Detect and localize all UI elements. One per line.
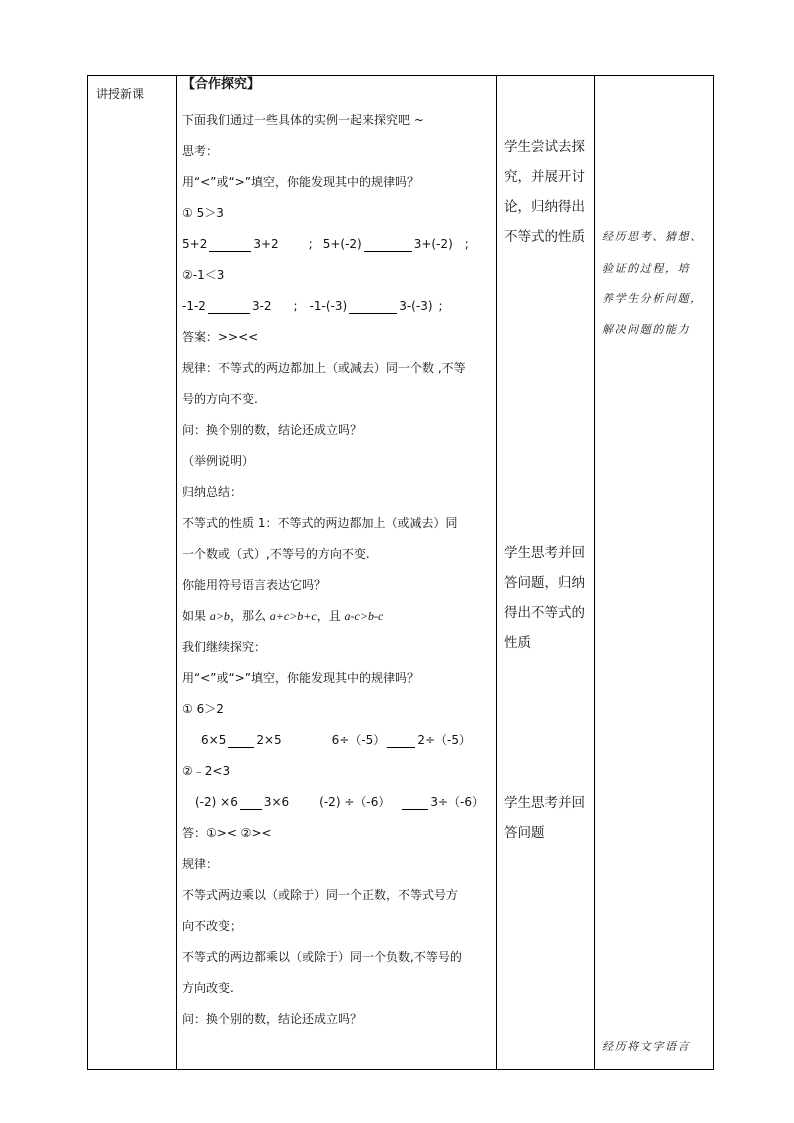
expr: 3÷（-6） <box>430 795 484 809</box>
example-2-head: ②-1＜3 <box>182 268 225 282</box>
rule-2-line-3: 不等式的两边都乘以（或除于）同一个负数,不等号的 <box>182 950 462 964</box>
example-note: （举例说明） <box>182 454 255 468</box>
intent-bottom-line: 经历将文字语言 <box>602 1040 691 1053</box>
expr: 3×6 <box>263 795 290 809</box>
activity-2-line: 学生思考并回 <box>504 545 585 561</box>
think-label: 思考： <box>182 144 219 158</box>
fill-blank <box>209 239 251 252</box>
expr: 6×5 <box>201 733 227 747</box>
activity-3-line: 答问题 <box>504 825 545 841</box>
section-label: 讲授新课 <box>96 87 145 101</box>
math: a+c>b+c <box>269 609 317 623</box>
answer-2: 答：①>< ②>< <box>182 826 272 840</box>
expr: -1-2 <box>182 299 206 313</box>
activity-1-line: 学生尝试去探 <box>504 139 585 155</box>
separator: ; <box>308 237 313 251</box>
fill-blank <box>364 239 412 252</box>
expr: 3-(-3) <box>399 299 433 313</box>
text: ，且 <box>316 609 345 623</box>
expr: 6÷（-5） <box>331 733 386 747</box>
example-3-blanks <box>201 732 471 748</box>
intro-text: 下面我们通过一些具体的实例一起来探究吧 ~ <box>182 113 424 127</box>
separator: ; <box>464 237 469 251</box>
property-1-line-1: 不等式的性质 1：不等式的两边都加上（或减去）同 <box>182 516 458 530</box>
example-4-head: ②﹣2<3 <box>182 764 231 778</box>
math: a-c>b-c <box>344 609 384 623</box>
symbol-expression <box>182 608 383 624</box>
summary-label: 归纳总结： <box>182 485 243 499</box>
rule-2-line-2: 向不改变； <box>182 919 243 933</box>
example-4-blanks <box>195 794 484 810</box>
expr: (-2) ÷（-6） <box>319 795 391 809</box>
math: a>b <box>209 609 230 623</box>
student-activity-cell <box>497 76 595 1070</box>
question-2: 问：换个别的数，结论还成立吗？ <box>182 1012 363 1026</box>
prompt-1: 用“<”或“>”填空，你能发现其中的规律吗？ <box>182 175 419 189</box>
lesson-plan-table <box>87 75 714 1070</box>
activity-1-line: 论，归纳得出 <box>504 199 585 215</box>
question-1: 问：换个别的数，结论还成立吗？ <box>182 423 363 437</box>
design-intent-cell <box>595 76 714 1070</box>
example-1-head: ① 5＞3 <box>182 206 224 220</box>
rule-1-line-1: 规律：不等式的两边都加上（或减去）同一个数 ,不等 <box>182 361 466 375</box>
text: 如果 <box>182 609 210 623</box>
separator: ; <box>438 299 443 313</box>
rule-2-head: 规律： <box>182 857 219 871</box>
activity-1-line: 究，并展开讨 <box>504 169 585 185</box>
answer-1: 答案：>><< <box>182 330 259 344</box>
fill-blank <box>349 301 397 314</box>
teaching-content-cell <box>177 76 497 1070</box>
section-label-cell <box>88 76 177 1070</box>
activity-2-line: 得出不等式的 <box>504 605 585 621</box>
activity-2-line: 性质 <box>504 635 531 651</box>
intent-line: 解决问题的能力 <box>602 323 691 336</box>
symbol-question: 你能用符号语言表达它吗？ <box>182 578 327 592</box>
expr: 5+(-2) <box>322 237 362 251</box>
intent-line: 养学生分析问题， <box>602 292 703 305</box>
expr: -1-(-3) <box>309 299 348 313</box>
activity-3-line: 学生思考并回 <box>504 795 585 811</box>
rule-2-line-1: 不等式两边乘以（或除于）同一个正数，不等式号方 <box>182 888 459 902</box>
activity-2-line: 答问题，归纳 <box>504 575 585 591</box>
example-3-head: ① 6＞2 <box>182 702 224 716</box>
rule-2-line-4: 方向改变. <box>182 981 234 995</box>
expr: 3-2 <box>251 299 272 313</box>
intent-line: 验证的过程，培 <box>602 262 691 275</box>
expr: 2×5 <box>256 733 282 747</box>
rule-1-line-2: 号的方向不变. <box>182 392 258 406</box>
expr: 3+(-2) <box>413 237 453 251</box>
expr: 5+2 <box>182 237 208 251</box>
expr: 2÷（-5） <box>417 733 471 747</box>
property-1-line-2: 一个数或（式）,不等号的方向不变. <box>182 547 370 561</box>
prompt-2: 用“<”或“>”填空，你能发现其中的规律吗？ <box>182 671 419 685</box>
activity-1-line: 不等式的性质 <box>504 229 585 245</box>
fill-blank <box>208 301 250 314</box>
continue-label: 我们继续探究： <box>182 640 267 654</box>
expr: 3+2 <box>253 237 279 251</box>
content-title: 【合作探究】 <box>182 77 261 92</box>
text: ，那么 <box>229 609 270 623</box>
example-1-blanks <box>182 236 469 252</box>
intent-line: 经历思考、猜想、 <box>602 230 703 243</box>
separator: ; <box>293 299 298 313</box>
fill-blank <box>240 797 262 810</box>
fill-blank <box>228 735 254 748</box>
table-row <box>88 76 714 1070</box>
fill-blank <box>402 797 428 810</box>
fill-blank <box>387 735 415 748</box>
example-2-blanks <box>182 298 443 314</box>
expr: (-2) ×6 <box>195 795 238 809</box>
